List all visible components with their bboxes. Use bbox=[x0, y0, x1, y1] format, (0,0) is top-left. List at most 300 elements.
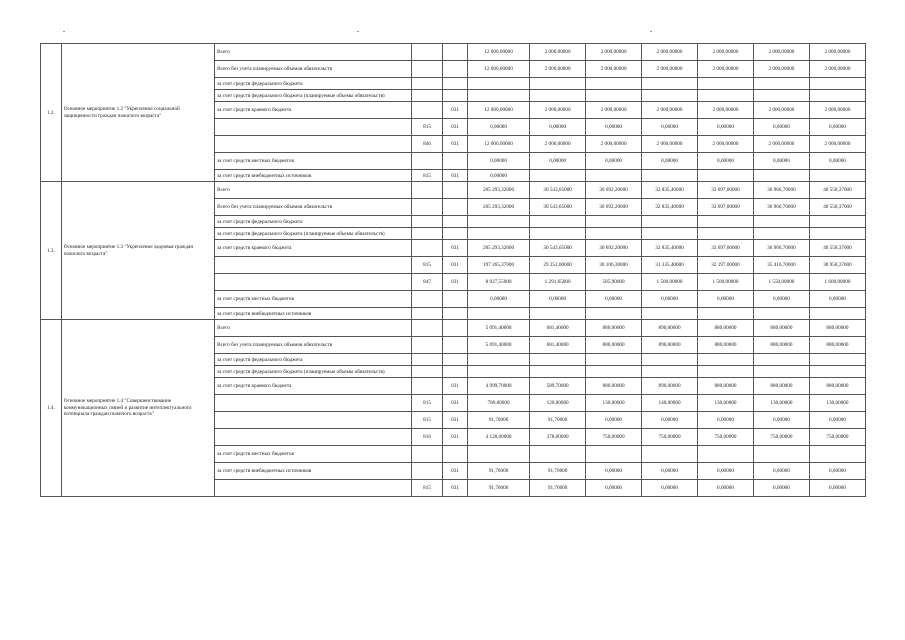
amount-cell bbox=[586, 170, 642, 182]
row-label: за счет средств внебюджетных источников bbox=[215, 463, 412, 480]
amount-cell: 5 091,40000 bbox=[467, 320, 529, 337]
grbs-code bbox=[412, 308, 443, 320]
amount-cell: 38 958,37000 bbox=[809, 257, 865, 274]
row-label: Всего bbox=[215, 182, 412, 199]
row-label: за счет средств краевого бюджета bbox=[215, 102, 412, 119]
amount-cell: 1 500,00000 bbox=[642, 274, 698, 291]
row-label: за счет средств внебюджетных источников bbox=[215, 170, 412, 182]
amount-cell: 681,40000 bbox=[530, 337, 586, 354]
amount-cell: 2 000,00000 bbox=[586, 44, 642, 61]
amount-cell bbox=[809, 354, 865, 366]
amount-cell: 0,00000 bbox=[586, 119, 642, 136]
amount-cell: 0,00000 bbox=[586, 153, 642, 170]
amount-cell: 1 500,00000 bbox=[698, 274, 754, 291]
amount-cell: 0,00000 bbox=[467, 291, 529, 308]
amount-cell: 91,70000 bbox=[530, 463, 586, 480]
section-code bbox=[443, 199, 468, 216]
amount-cell: 120,00000 bbox=[530, 395, 586, 412]
grbs-code bbox=[412, 153, 443, 170]
amount-cell: 2 000,00000 bbox=[809, 136, 865, 153]
section-code bbox=[443, 153, 468, 170]
section-code bbox=[443, 366, 468, 378]
amount-cell: 0,00000 bbox=[753, 463, 809, 480]
amount-cell bbox=[809, 216, 865, 228]
amount-cell: 5 091,40000 bbox=[467, 337, 529, 354]
amount-cell: 880,00000 bbox=[753, 378, 809, 395]
grbs-code bbox=[412, 320, 443, 337]
row-label: за счет средств федерального бюджета (планируемые объемы обязательств) bbox=[215, 228, 412, 240]
amount-cell bbox=[753, 216, 809, 228]
amount-cell bbox=[809, 228, 865, 240]
amount-cell: 0,00000 bbox=[698, 480, 754, 497]
amount-cell bbox=[753, 354, 809, 366]
budget-table bbox=[40, 43, 866, 497]
amount-cell: 35 416,70000 bbox=[753, 257, 809, 274]
row-label: за счет средств федерального бюджета bbox=[215, 216, 412, 228]
amount-cell: 880,00000 bbox=[698, 337, 754, 354]
item-title: Основное мероприятие 1.3 "Укрепление здоровья граждан пожилого возраста" bbox=[61, 182, 214, 320]
amount-cell: 36 966,70000 bbox=[753, 182, 809, 199]
amount-cell: 0,00000 bbox=[642, 463, 698, 480]
amount-cell: 880,00000 bbox=[809, 320, 865, 337]
amount-cell: 2 000,00000 bbox=[642, 44, 698, 61]
item-title: Основное мероприятие 1.4 "Совершенствование коммуникационных связей и развитие интеллектуального потенциала граждан пожилого возраста" bbox=[61, 320, 214, 497]
amount-cell: 2 000,00000 bbox=[753, 44, 809, 61]
amount-cell: 0,00000 bbox=[809, 480, 865, 497]
amount-cell bbox=[642, 446, 698, 463]
grbs-code: 816 bbox=[412, 429, 443, 446]
section-code: 031 bbox=[443, 119, 468, 136]
row-label: за счет средств местных бюджетов bbox=[215, 291, 412, 308]
amount-cell: 205 293,32000 bbox=[467, 240, 529, 257]
grbs-code bbox=[412, 44, 443, 61]
amount-cell: 130,00000 bbox=[809, 395, 865, 412]
row-label: за счет средств внебюджетных источников bbox=[215, 308, 412, 320]
amount-cell: 2 000,00000 bbox=[698, 61, 754, 78]
amount-cell: 0,00000 bbox=[753, 153, 809, 170]
row-label: Всего без учета планируемых объемов обязательств bbox=[215, 337, 412, 354]
amount-cell bbox=[698, 170, 754, 182]
row-label bbox=[215, 480, 412, 497]
amount-cell: 30 543,65000 bbox=[530, 199, 586, 216]
row-label bbox=[215, 136, 412, 153]
amount-cell: 0,00000 bbox=[698, 291, 754, 308]
grbs-code: 846 bbox=[412, 136, 443, 153]
amount-cell bbox=[753, 78, 809, 90]
section-code bbox=[443, 182, 468, 199]
amount-cell bbox=[530, 354, 586, 366]
amount-cell: 0,00000 bbox=[586, 291, 642, 308]
section-code: 031 bbox=[443, 136, 468, 153]
amount-cell: 32 835,40000 bbox=[642, 182, 698, 199]
amount-cell: 91,70000 bbox=[530, 412, 586, 429]
row-label: за счет средств федерального бюджета bbox=[215, 354, 412, 366]
table-row bbox=[41, 182, 866, 199]
amount-cell: 30 692,20000 bbox=[586, 182, 642, 199]
amount-cell: 890,00000 bbox=[642, 320, 698, 337]
amount-cell: 12 000,00000 bbox=[467, 136, 529, 153]
section-code: 031 bbox=[443, 378, 468, 395]
grbs-code bbox=[412, 366, 443, 378]
amount-cell: 0,00000 bbox=[642, 153, 698, 170]
amount-cell: 880,00000 bbox=[809, 337, 865, 354]
amount-cell bbox=[586, 308, 642, 320]
amount-cell: 2 000,00000 bbox=[642, 136, 698, 153]
amount-cell bbox=[642, 366, 698, 378]
amount-cell bbox=[809, 446, 865, 463]
amount-cell: 1 600,00000 bbox=[809, 274, 865, 291]
section-code bbox=[443, 291, 468, 308]
amount-cell: 0,00000 bbox=[809, 153, 865, 170]
amount-cell: 2 000,00000 bbox=[530, 44, 586, 61]
scan-speck bbox=[357, 31, 359, 32]
row-label: Всего bbox=[215, 320, 412, 337]
amount-cell: 2 000,00000 bbox=[642, 61, 698, 78]
amount-cell: 197 265,37000 bbox=[467, 257, 529, 274]
amount-cell: 880,00000 bbox=[586, 337, 642, 354]
amount-cell: 880,00000 bbox=[698, 378, 754, 395]
amount-cell: 130,00000 bbox=[753, 395, 809, 412]
amount-cell bbox=[530, 90, 586, 102]
amount-cell: 0,00000 bbox=[698, 412, 754, 429]
amount-cell: 750,00000 bbox=[809, 429, 865, 446]
grbs-code: 847 bbox=[412, 274, 443, 291]
amount-cell bbox=[467, 78, 529, 90]
amount-cell: 40 558,37000 bbox=[809, 199, 865, 216]
section-code bbox=[443, 228, 468, 240]
amount-cell bbox=[467, 216, 529, 228]
amount-cell: 2 000,00000 bbox=[698, 44, 754, 61]
section-code: 031 bbox=[443, 257, 468, 274]
amount-cell: 2 000,00000 bbox=[642, 102, 698, 119]
amount-cell: 8 027,55000 bbox=[467, 274, 529, 291]
amount-cell: 33 697,00000 bbox=[698, 182, 754, 199]
scan-speck bbox=[650, 31, 652, 32]
amount-cell: 2 000,00000 bbox=[753, 61, 809, 78]
grbs-code: 815 bbox=[412, 412, 443, 429]
amount-cell: 1 291,65000 bbox=[530, 274, 586, 291]
amount-cell: 0,00000 bbox=[698, 153, 754, 170]
amount-cell: 2 000,00000 bbox=[753, 136, 809, 153]
grbs-code: 815 bbox=[412, 170, 443, 182]
section-code: 031 bbox=[443, 463, 468, 480]
amount-cell: 36 966,70000 bbox=[753, 240, 809, 257]
section-code bbox=[443, 216, 468, 228]
amount-cell bbox=[642, 216, 698, 228]
amount-cell bbox=[467, 90, 529, 102]
amount-cell bbox=[698, 78, 754, 90]
grbs-code: 815 bbox=[412, 480, 443, 497]
amount-cell: 0,00000 bbox=[809, 119, 865, 136]
amount-cell bbox=[586, 228, 642, 240]
amount-cell: 2 000,00000 bbox=[753, 102, 809, 119]
amount-cell bbox=[586, 446, 642, 463]
amount-cell: 29 252,00000 bbox=[530, 257, 586, 274]
amount-cell bbox=[586, 366, 642, 378]
amount-cell: 2 000,00000 bbox=[698, 136, 754, 153]
amount-cell: 750,00000 bbox=[586, 429, 642, 446]
amount-cell bbox=[753, 446, 809, 463]
table-row bbox=[41, 320, 866, 337]
amount-cell: 750,00000 bbox=[753, 429, 809, 446]
amount-cell: 890,00000 bbox=[642, 378, 698, 395]
amount-cell: 30 543,65000 bbox=[530, 182, 586, 199]
amount-cell: 880,00000 bbox=[753, 337, 809, 354]
section-code bbox=[443, 320, 468, 337]
amount-cell bbox=[642, 354, 698, 366]
row-label bbox=[215, 274, 412, 291]
amount-cell bbox=[698, 354, 754, 366]
amount-cell: 40 558,37000 bbox=[809, 182, 865, 199]
amount-cell: 2 000,00000 bbox=[698, 102, 754, 119]
grbs-code bbox=[412, 240, 443, 257]
section-code: 031 bbox=[443, 240, 468, 257]
amount-cell: 130,00000 bbox=[586, 395, 642, 412]
amount-cell: 40 558,37000 bbox=[809, 240, 865, 257]
amount-cell: 91,70000 bbox=[467, 463, 529, 480]
item-title: Основное мероприятие 1.2 "Укрепление социальной защищенности граждан пожилого возраста" bbox=[61, 44, 214, 182]
amount-cell bbox=[530, 170, 586, 182]
amount-cell bbox=[809, 78, 865, 90]
amount-cell bbox=[642, 170, 698, 182]
amount-cell bbox=[809, 90, 865, 102]
amount-cell bbox=[586, 78, 642, 90]
amount-cell: 585,90000 bbox=[586, 274, 642, 291]
item-index: 1.3. bbox=[41, 182, 62, 320]
amount-cell: 130,00000 bbox=[698, 395, 754, 412]
grbs-code bbox=[412, 216, 443, 228]
amount-cell bbox=[467, 366, 529, 378]
grbs-code: 815 bbox=[412, 119, 443, 136]
amount-cell bbox=[698, 446, 754, 463]
grbs-code bbox=[412, 291, 443, 308]
amount-cell: 0,00000 bbox=[530, 291, 586, 308]
amount-cell: 0,00000 bbox=[530, 153, 586, 170]
amount-cell: 12 000,00000 bbox=[467, 44, 529, 61]
amount-cell: 0,00000 bbox=[753, 412, 809, 429]
amount-cell: 4 128,00000 bbox=[467, 429, 529, 446]
amount-cell bbox=[698, 228, 754, 240]
row-label: за счет средств краевого бюджета bbox=[215, 378, 412, 395]
amount-cell: 0,00000 bbox=[753, 291, 809, 308]
amount-cell: 2 000,00000 bbox=[809, 61, 865, 78]
amount-cell: 30 543,65000 bbox=[530, 240, 586, 257]
grbs-code bbox=[412, 337, 443, 354]
section-code: 031 bbox=[443, 480, 468, 497]
amount-cell: 91,70000 bbox=[467, 412, 529, 429]
amount-cell: 31 335,40000 bbox=[642, 257, 698, 274]
row-label bbox=[215, 412, 412, 429]
grbs-code bbox=[412, 61, 443, 78]
section-code: 031 bbox=[443, 395, 468, 412]
amount-cell bbox=[467, 228, 529, 240]
amount-cell: 0,00000 bbox=[753, 119, 809, 136]
amount-cell: 2 000,00000 bbox=[809, 44, 865, 61]
amount-cell bbox=[809, 170, 865, 182]
amount-cell: 0,00000 bbox=[586, 463, 642, 480]
scan-speck bbox=[63, 31, 65, 32]
amount-cell: 205 293,32000 bbox=[467, 199, 529, 216]
amount-cell bbox=[530, 308, 586, 320]
section-code bbox=[443, 78, 468, 90]
amount-cell bbox=[642, 308, 698, 320]
amount-cell bbox=[753, 228, 809, 240]
row-label: за счет средств краевого бюджета bbox=[215, 240, 412, 257]
section-code: 031 bbox=[443, 412, 468, 429]
section-code bbox=[443, 44, 468, 61]
amount-cell bbox=[698, 216, 754, 228]
row-label bbox=[215, 395, 412, 412]
amount-cell: 0,00000 bbox=[530, 119, 586, 136]
section-code bbox=[443, 308, 468, 320]
amount-cell: 0,00000 bbox=[642, 119, 698, 136]
amount-cell: 750,00000 bbox=[698, 429, 754, 446]
amount-cell: 33 697,00000 bbox=[698, 240, 754, 257]
amount-cell bbox=[530, 78, 586, 90]
row-label bbox=[215, 119, 412, 136]
row-label: за счет средств федерального бюджета bbox=[215, 78, 412, 90]
amount-cell bbox=[753, 366, 809, 378]
amount-cell bbox=[586, 90, 642, 102]
amount-cell: 2 000,00000 bbox=[586, 61, 642, 78]
grbs-code bbox=[412, 228, 443, 240]
amount-cell bbox=[753, 308, 809, 320]
amount-cell bbox=[467, 354, 529, 366]
section-code bbox=[443, 354, 468, 366]
amount-cell: 890,00000 bbox=[642, 337, 698, 354]
grbs-code bbox=[412, 463, 443, 480]
amount-cell: 2 000,00000 bbox=[586, 136, 642, 153]
amount-cell: 0,00000 bbox=[467, 153, 529, 170]
amount-cell bbox=[642, 78, 698, 90]
amount-cell bbox=[753, 170, 809, 182]
amount-cell: 140,00000 bbox=[642, 395, 698, 412]
section-code: 031 bbox=[443, 102, 468, 119]
amount-cell: 0,00000 bbox=[698, 119, 754, 136]
amount-cell: 32 197,00000 bbox=[698, 257, 754, 274]
grbs-code bbox=[412, 446, 443, 463]
row-label: за счет средств местных бюджетов bbox=[215, 153, 412, 170]
amount-cell: 30 692,20000 bbox=[586, 199, 642, 216]
amount-cell: 681,40000 bbox=[530, 320, 586, 337]
amount-cell: 750,00000 bbox=[642, 429, 698, 446]
grbs-code: 815 bbox=[412, 257, 443, 274]
amount-cell: 12 000,00000 bbox=[467, 61, 529, 78]
section-code: 031 bbox=[443, 429, 468, 446]
amount-cell: 0,00000 bbox=[642, 291, 698, 308]
row-label: за счет средств местных бюджетов bbox=[215, 446, 412, 463]
grbs-code bbox=[412, 378, 443, 395]
amount-cell: 91,70000 bbox=[530, 480, 586, 497]
amount-cell bbox=[642, 90, 698, 102]
amount-cell: 0,00000 bbox=[586, 480, 642, 497]
amount-cell: 36 966,70000 bbox=[753, 199, 809, 216]
grbs-code bbox=[412, 78, 443, 90]
section-code bbox=[443, 446, 468, 463]
amount-cell bbox=[586, 216, 642, 228]
amount-cell: 880,00000 bbox=[753, 320, 809, 337]
amount-cell bbox=[530, 216, 586, 228]
amount-cell: 0,00000 bbox=[753, 480, 809, 497]
amount-cell: 33 697,00000 bbox=[698, 199, 754, 216]
budget-table-sheet bbox=[40, 43, 866, 497]
grbs-code bbox=[412, 102, 443, 119]
amount-cell bbox=[809, 308, 865, 320]
amount-cell: 0,00000 bbox=[809, 463, 865, 480]
grbs-code bbox=[412, 199, 443, 216]
amount-cell: 0,00000 bbox=[809, 412, 865, 429]
amount-cell bbox=[530, 446, 586, 463]
amount-cell bbox=[698, 308, 754, 320]
amount-cell: 0,00000 bbox=[467, 119, 529, 136]
amount-cell: 2 000,00000 bbox=[586, 102, 642, 119]
item-index: 1.2. bbox=[41, 44, 62, 182]
amount-cell: 0,00000 bbox=[586, 412, 642, 429]
amount-cell: 32 835,40000 bbox=[642, 240, 698, 257]
row-label: Всего без учета планируемых объемов обязательств bbox=[215, 199, 412, 216]
amount-cell: 4 999,70000 bbox=[467, 378, 529, 395]
item-index: 1.4. bbox=[41, 320, 62, 497]
section-code: 031 bbox=[443, 274, 468, 291]
amount-cell bbox=[530, 366, 586, 378]
amount-cell bbox=[467, 446, 529, 463]
amount-cell bbox=[809, 366, 865, 378]
amount-cell bbox=[698, 366, 754, 378]
section-code bbox=[443, 337, 468, 354]
amount-cell: 30 106,30000 bbox=[586, 257, 642, 274]
table-row bbox=[41, 44, 866, 61]
amount-cell bbox=[467, 308, 529, 320]
grbs-code bbox=[412, 90, 443, 102]
amount-cell bbox=[642, 228, 698, 240]
amount-cell: 205 293,32000 bbox=[467, 182, 529, 199]
row-label: Всего без учета планируемых объемов обязательств bbox=[215, 61, 412, 78]
amount-cell: 30 692,20000 bbox=[586, 240, 642, 257]
amount-cell: 880,00000 bbox=[809, 378, 865, 395]
amount-cell: 589,70000 bbox=[530, 378, 586, 395]
grbs-code: 815 bbox=[412, 395, 443, 412]
amount-cell: 880,00000 bbox=[586, 320, 642, 337]
row-label bbox=[215, 429, 412, 446]
amount-cell: 2 000,00000 bbox=[530, 61, 586, 78]
row-label: за счет средств федерального бюджета (планируемые объемы обязательств) bbox=[215, 90, 412, 102]
amount-cell: 0,00000 bbox=[642, 412, 698, 429]
amount-cell: 780,00000 bbox=[467, 395, 529, 412]
section-code: 031 bbox=[443, 170, 468, 182]
row-label bbox=[215, 257, 412, 274]
amount-cell bbox=[753, 90, 809, 102]
amount-cell: 2 000,00000 bbox=[809, 102, 865, 119]
section-code bbox=[443, 90, 468, 102]
amount-cell bbox=[530, 228, 586, 240]
amount-cell: 2 000,00000 bbox=[530, 102, 586, 119]
amount-cell: 880,00000 bbox=[698, 320, 754, 337]
amount-cell: 12 000,00000 bbox=[467, 102, 529, 119]
amount-cell: 0,00000 bbox=[467, 170, 529, 182]
amount-cell: 0,00000 bbox=[809, 291, 865, 308]
amount-cell: 0,00000 bbox=[698, 463, 754, 480]
grbs-code bbox=[412, 182, 443, 199]
amount-cell: 0,00000 bbox=[642, 480, 698, 497]
amount-cell: 32 835,40000 bbox=[642, 199, 698, 216]
amount-cell: 1 550,00000 bbox=[753, 274, 809, 291]
amount-cell bbox=[586, 354, 642, 366]
row-label: за счет средств федерального бюджета (планируемые объемы обязательств) bbox=[215, 366, 412, 378]
amount-cell: 91,70000 bbox=[467, 480, 529, 497]
amount-cell: 2 000,00000 bbox=[530, 136, 586, 153]
row-label: Всего bbox=[215, 44, 412, 61]
amount-cell: 378,00000 bbox=[530, 429, 586, 446]
